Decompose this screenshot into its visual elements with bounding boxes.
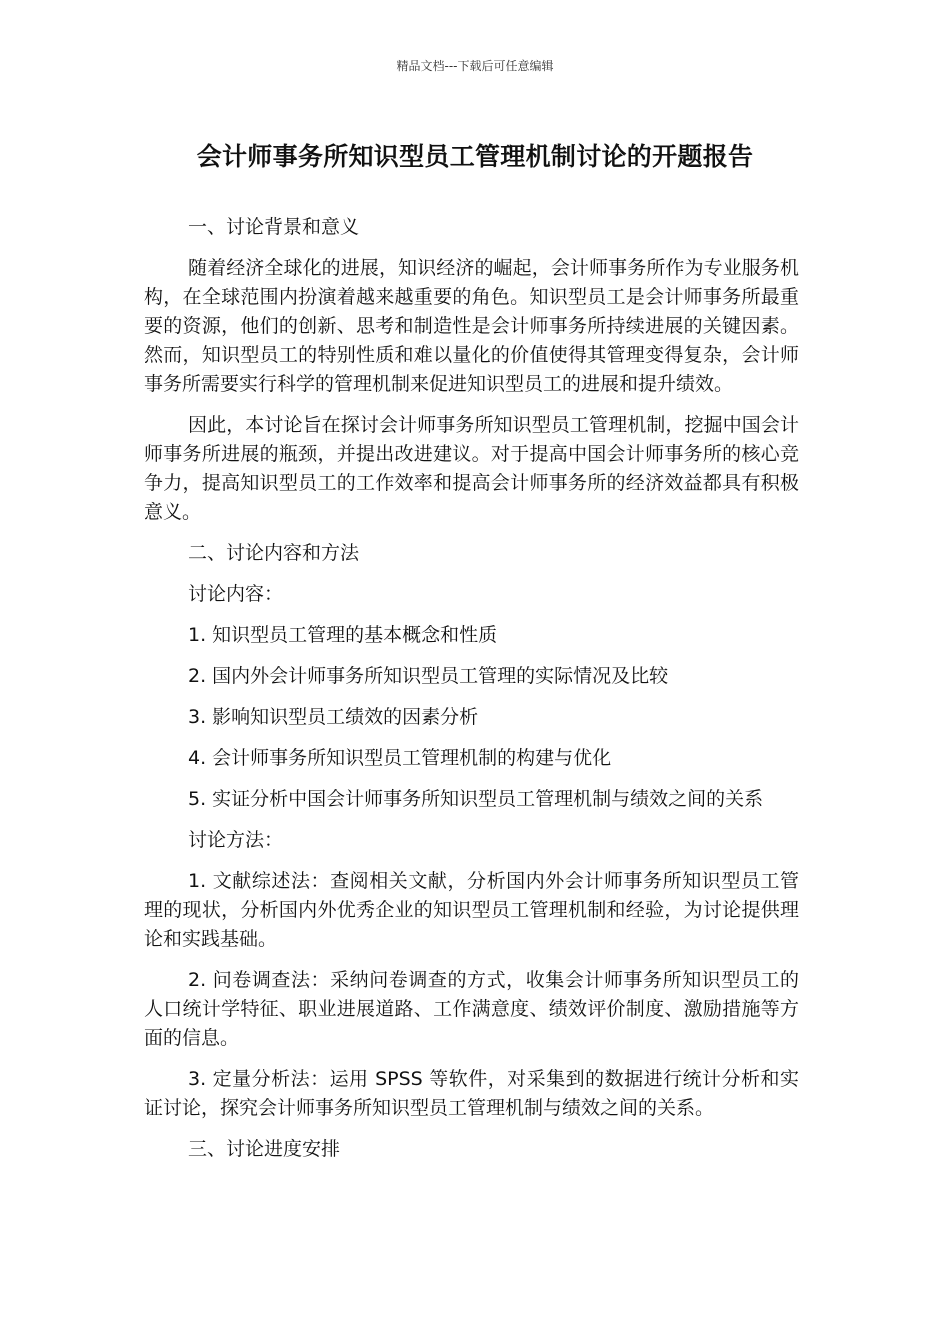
page-header-note: 精品文档---下载后可任意编辑 [396, 59, 554, 73]
document-title: 会计师事务所知识型员工管理机制讨论的开题报告 [196, 142, 754, 171]
section-heading-schedule: 三、讨论进度安排 [188, 1138, 341, 1160]
list-item-content-3: 3. 影响知识型员工绩效的因素分析 [188, 706, 479, 728]
list-item-content-4: 4. 会计师事务所知识型员工管理机制的构建与优化 [188, 747, 612, 769]
list-item-content-2: 2. 国内外会计师事务所知识型员工管理的实际情况及比较 [188, 665, 669, 687]
list-item-method-2: 2. 问卷调查法：采纳问卷调查的方式，收集会计师事务所知识型员工的人口统计学特征、职业进展道路、工作满意度、绩效评价制度、激励措施等方面的信息。 [144, 969, 799, 1049]
document-body [144, 213, 799, 1176]
subheading-methods: 讨论方法： [188, 829, 284, 851]
list-item-method-1: 1. 文献综述法：查阅相关文献，分析国内外会计师事务所知识型员工管理的现状，分析国内外优秀企业的知识型员工管理机制和经验，为讨论提供理论和实践基础。 [144, 870, 799, 950]
list-item-content-5: 5. 实证分析中国会计师事务所知识型员工管理机制与绩效之间的关系 [188, 788, 764, 810]
section-heading-background: 一、讨论背景和意义 [188, 216, 360, 238]
section-heading-content-methods: 二、讨论内容和方法 [188, 542, 360, 564]
paragraph-background: 随着经济全球化的进展，知识经济的崛起，会计师事务所作为专业服务机构，在全球范围内扮演着越来越重要的角色。知识型员工是会计师事务所最重要的资源，他们的创新、思考和制造性是会计师事务所持续进展的关键因素。然而，知识型员工的特别性质和难以量化的价值使得其管理变得复杂，会计师事务所需要实行科学的管理机制来促进知识型员工的进展和提升绩效。 [144, 257, 799, 395]
list-item-method-3: 3. 定量分析法：运用 SPSS 等软件，对采集到的数据进行统计分析和实证讨论，探究会计师事务所知识型员工管理机制与绩效之间的关系。 [144, 1068, 799, 1119]
list-item-content-1: 1. 知识型员工管理的基本概念和性质 [188, 624, 498, 646]
subheading-content: 讨论内容： [188, 583, 284, 605]
paragraph-purpose: 因此，本讨论旨在探讨会计师事务所知识型员工管理机制，挖掘中国会计师事务所进展的瓶颈，并提出改进建议。对于提高中国会计师事务所的核心竞争力，提高知识型员工的工作效率和提高会计师事务所的经济效益都具有积极意义。 [144, 414, 799, 523]
